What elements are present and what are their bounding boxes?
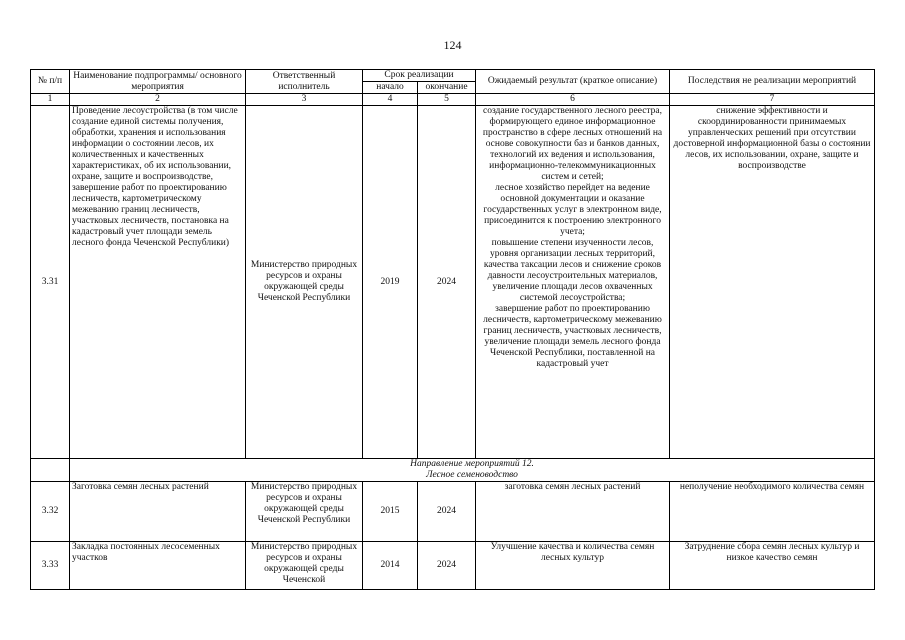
row-executor: Министерство природных ресурсов и охраны окружающей среды Чеченской — [246, 542, 363, 590]
header-period: Срок реализации — [363, 70, 476, 82]
section-row — [31, 459, 875, 482]
header-row — [31, 70, 875, 82]
column-number-row — [31, 94, 875, 106]
row-number: 3.32 — [31, 482, 70, 542]
table-row — [31, 542, 875, 590]
row-result: заготовка семян лесных растений — [476, 482, 670, 542]
row-start: 2015 — [363, 482, 418, 542]
column-number: 7 — [670, 94, 875, 106]
column-number: 3 — [246, 94, 363, 106]
row-executor: Министерство природных ресурсов и охраны окружающей среды Чеченской Республики — [246, 106, 363, 459]
section-title-line1: Направление мероприятий 12. — [410, 459, 534, 469]
header-name: Наименование подпрограммы/ основного мероприятия — [70, 70, 246, 94]
row-executor: Министерство природных ресурсов и охраны окружающей среды Чеченской Республики — [246, 482, 363, 542]
header-executor: Ответственный исполнитель — [246, 70, 363, 94]
page-number: 124 — [443, 38, 462, 52]
header-number: № п/п — [31, 70, 70, 94]
program-table — [30, 69, 875, 590]
row-name: Закладка постоянных лесосеменных участков — [70, 542, 246, 590]
column-number: 2 — [70, 94, 246, 106]
column-number: 5 — [418, 94, 476, 106]
row-consequence: неполучение необходимого количества семян — [670, 482, 875, 542]
row-consequence: Затруднение сбора семян лесных культур и низкое качество семян — [670, 542, 875, 590]
row-result: создание государственного лесного реестра, формирующего единое информационное пространство в сфере лесных отношений на основе совокупности баз и банков данных, технологий их ведения и использования, информационно-телекоммуникационных систем и сетей; лесное хозяйство перейдет на ведение основной документации и оказание государственных услуг в электронном виде, присоединится к построению электронного учета; повышение степени изученности лесов, уровня организации лесных территорий, качества таксации лесов и снижение сроков давности лесоустроительных материалов, увеличение площади лесов охваченных системой лесоустройства; завершение работ по проектированию лесничеств, картометрическому межеванию границ лесничеств, участковых лесничеств, увеличение площади земель лесного фонда Чеченской Республики, поставленной на кадастровый учет — [476, 106, 670, 459]
row-number: 3.31 — [31, 106, 70, 459]
column-number: 1 — [31, 94, 70, 106]
section-empty-cell — [31, 459, 70, 482]
row-consequence: снижение эффективности и скоординированности принимаемых управленческих решений при отсутствии достоверной информационной базы о состоянии лесов, их использовании, охране, защите и воспроизводстве — [670, 106, 875, 459]
section-title-line2: Лесное семеноводство — [426, 470, 518, 480]
header-end: окончание — [418, 82, 476, 94]
table-row — [31, 482, 875, 542]
header-consequence: Последствия не реализации мероприятий — [670, 70, 875, 94]
row-start: 2019 — [363, 106, 418, 459]
row-end: 2024 — [418, 106, 476, 459]
table-row — [31, 106, 875, 459]
row-result: Улучшение качества и количества семян лесных культур — [476, 542, 670, 590]
row-end: 2024 — [418, 542, 476, 590]
column-number: 4 — [363, 94, 418, 106]
header-start: начало — [363, 82, 418, 94]
column-number: 6 — [476, 94, 670, 106]
header-result: Ожидаемый результат (краткое описание) — [476, 70, 670, 94]
row-start: 2014 — [363, 542, 418, 590]
row-name: Проведение лесоустройства (в том числе создание единой системы получения, обработки, хранения и использования информации о состоянии лесов, их количественных и качественных характеристиках, об их использовании, охране, защите и воспроизводстве, завершение работ по проектированию лесничеств, картометрическому межеванию границ лесничеств, участковых лесничеств, постановка на кадастровый учет площади земель лесного фонда Чеченской Республики) — [70, 106, 246, 459]
section-title — [70, 459, 875, 482]
row-end: 2024 — [418, 482, 476, 542]
row-name: Заготовка семян лесных растений — [70, 482, 246, 542]
row-number: 3.33 — [31, 542, 70, 590]
